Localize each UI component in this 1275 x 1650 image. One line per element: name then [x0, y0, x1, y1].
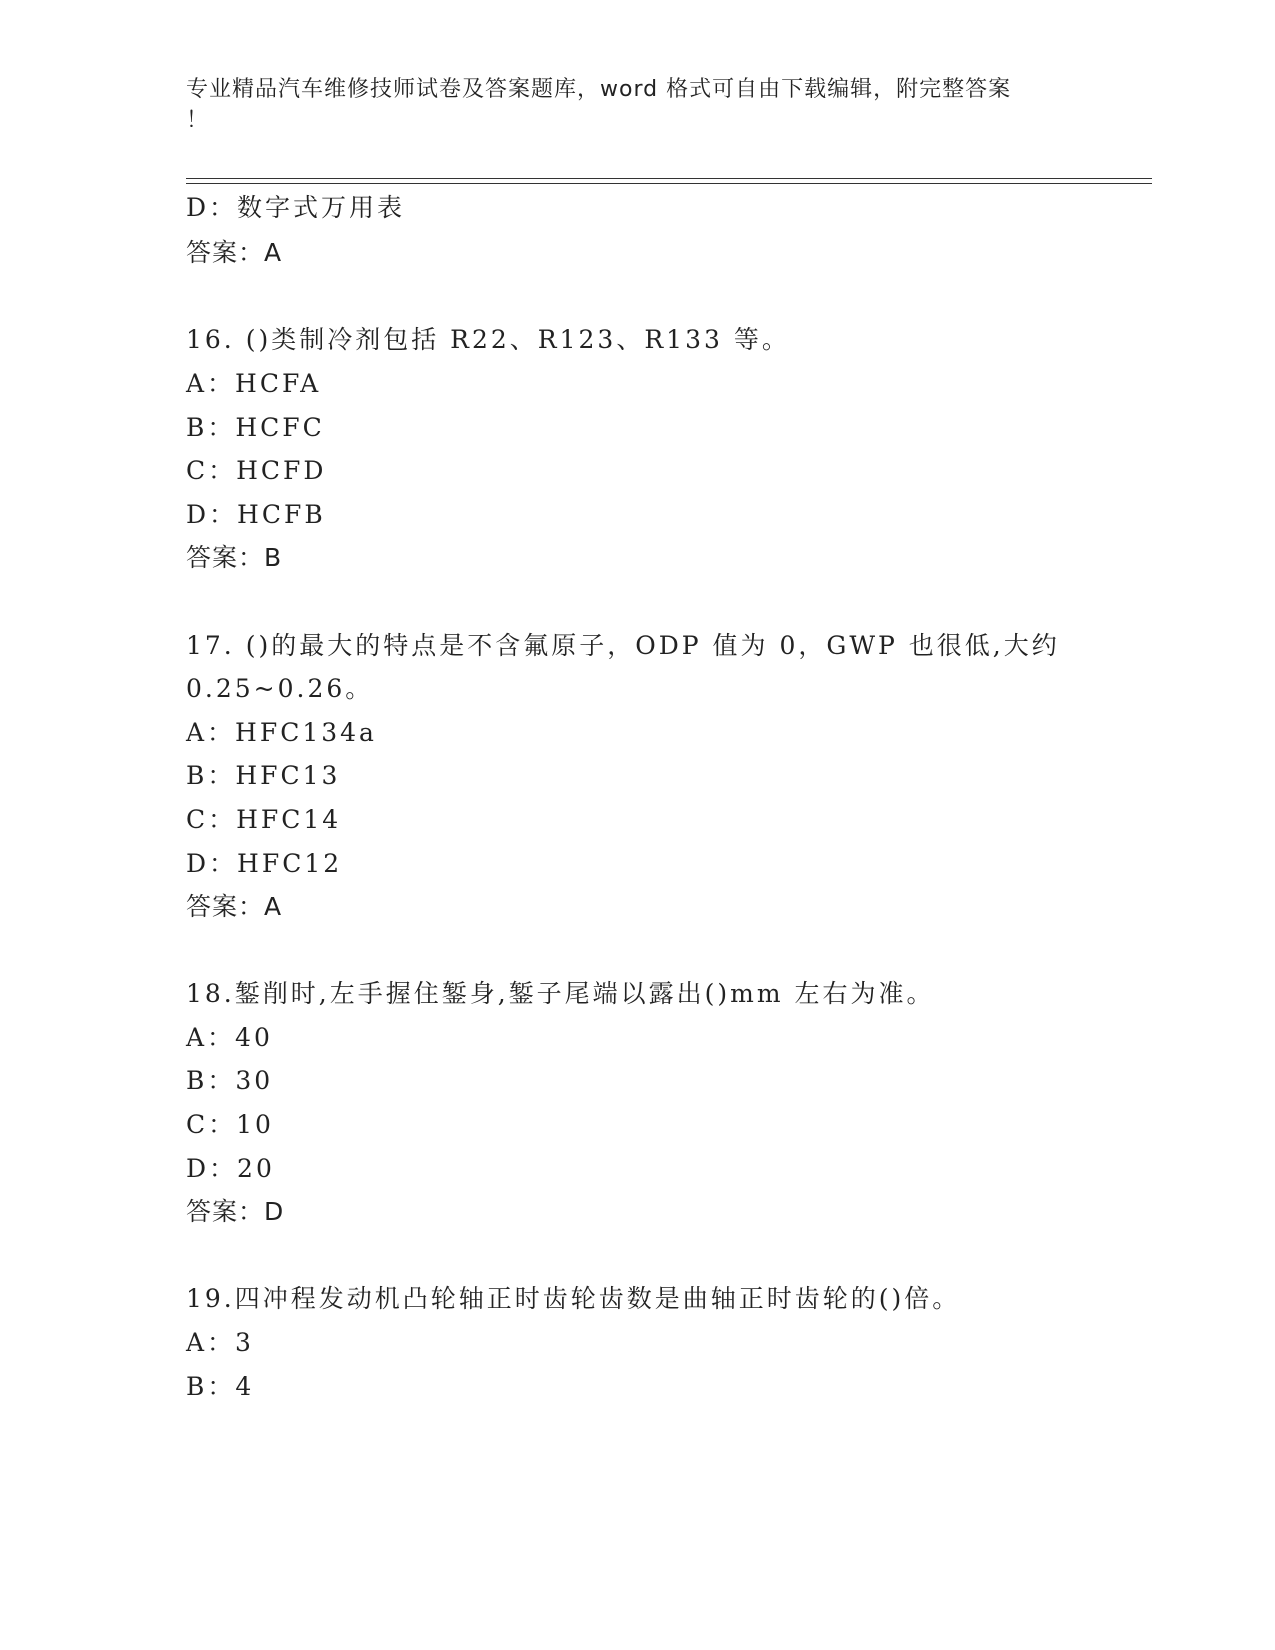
option-d-q18: D：20 [186, 1154, 275, 1183]
answer-q15: 答案：A [186, 238, 283, 267]
option-a-q16: A：HCFA [186, 369, 322, 398]
header-divider-top [186, 178, 1152, 179]
answer-q16: 答案：B [186, 543, 283, 572]
option-d-q16: D：HCFB [186, 500, 326, 529]
option-a-q18: A：40 [186, 1023, 273, 1052]
header-line-1: 专业精品汽车维修技师试卷及答案题库，word 格式可自由下载编辑，附完整答案 [186, 77, 1012, 102]
question-16: 16. ()类制冷剂包括 R22、R123、R133 等。 [186, 325, 790, 354]
answer-q17: 答案：A [186, 892, 283, 921]
option-c-q17: C：HFC14 [186, 805, 342, 834]
option-b-q18: B：30 [186, 1066, 274, 1095]
question-17: 17. ()的最大的特点是不含氟原子，ODP 值为 0，GWP 也很低,大约 [186, 631, 1060, 660]
option-a-q17: A：HFC134a [186, 718, 377, 747]
header-divider-bottom [186, 183, 1152, 184]
option-c-q18: C：10 [186, 1110, 274, 1139]
option-a-q19: A：3 [186, 1328, 254, 1357]
option-d-q17: D：HFC12 [186, 849, 343, 878]
option-c-q16: C：HCFD [186, 456, 327, 485]
question-18: 18.錾削时,左手握住錾身,錾子尾端以露出()mm 左右为准。 [186, 979, 935, 1008]
header-line-2: ！ [186, 108, 210, 133]
option-b-q19: B：4 [186, 1372, 255, 1401]
answer-q18: 答案：D [186, 1197, 285, 1226]
option-b-q17: B：HFC13 [186, 761, 341, 790]
document-header [186, 74, 1086, 136]
option-b-q16: B：HCFC [186, 413, 325, 442]
question-17-continued: 0.25~0.26。 [186, 674, 374, 703]
question-19: 19.四冲程发动机凸轮轴正时齿轮齿数是曲轴正时齿轮的()倍。 [186, 1284, 961, 1313]
option-d-q15: D：数字式万用表 [186, 193, 406, 222]
